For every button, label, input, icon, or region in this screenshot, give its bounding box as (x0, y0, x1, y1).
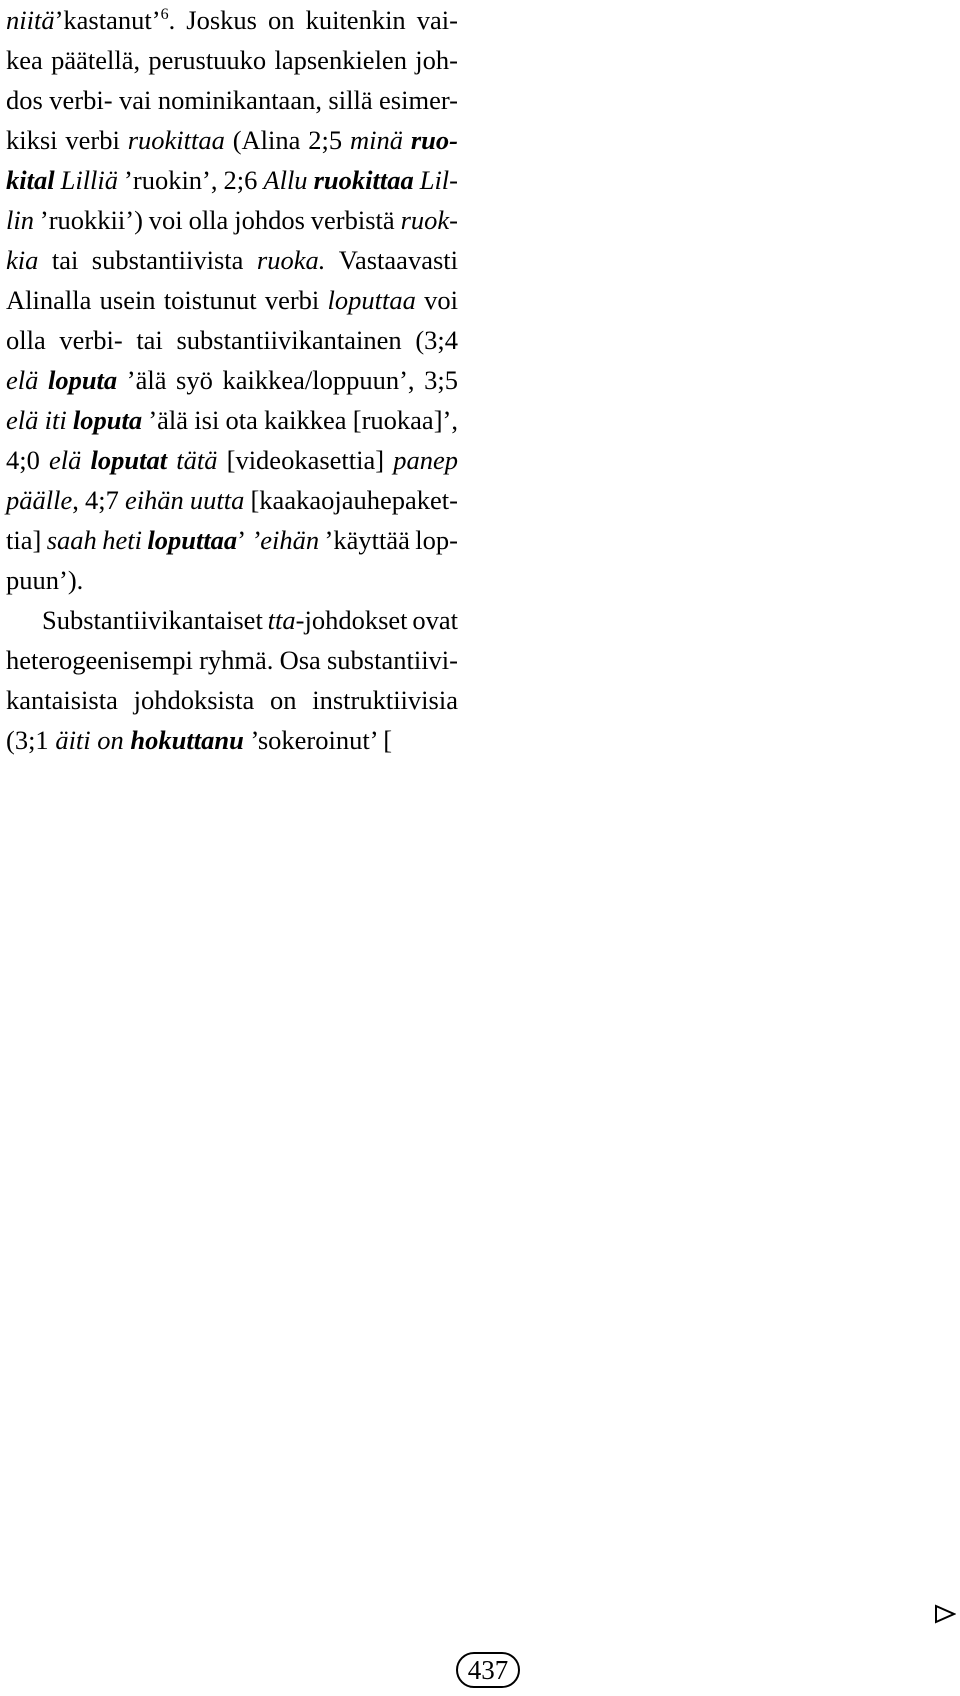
word-group (339, 240, 458, 280)
word-group (420, 160, 458, 200)
text-run: substantiivikantainen (176, 325, 402, 355)
word-group (264, 400, 346, 440)
word-group (350, 120, 403, 160)
word-group (194, 400, 219, 440)
word-group (6, 520, 41, 560)
text-run: Lilliä (60, 165, 119, 195)
word-group (176, 440, 217, 480)
word-group (6, 40, 43, 80)
text-run: kital (6, 165, 55, 195)
text-run: (Alina (232, 125, 301, 155)
word-group (102, 520, 142, 560)
text-line (6, 520, 458, 560)
word-group (251, 520, 319, 560)
text-run: Alinalla (6, 285, 92, 315)
word-group (176, 360, 213, 400)
text-run: voi (148, 205, 183, 235)
word-group (6, 120, 58, 160)
text-run: ’ (237, 525, 247, 555)
text-run (124, 720, 131, 760)
word-group (176, 320, 401, 360)
text-run: ruokittaa (127, 125, 225, 155)
text-run: tätä (176, 445, 218, 475)
text-run: ryhmä. (199, 645, 274, 675)
text-run: lin (6, 205, 34, 235)
text-run: olla (188, 205, 229, 235)
text-run: ruokittaa (313, 165, 414, 195)
word-group (158, 80, 322, 120)
word-group (149, 200, 183, 240)
text-run: puun’). (6, 565, 84, 595)
text-run: saah (46, 525, 97, 555)
text-run: tai (51, 245, 79, 275)
text-run: esimer- (379, 85, 458, 115)
word-group (6, 640, 193, 680)
text-run: olla (6, 325, 46, 355)
word-group (325, 520, 410, 560)
word-group (270, 680, 297, 720)
text-run: ruoka. (256, 245, 326, 275)
text-run: instruktiivisia (312, 685, 458, 715)
word-group (250, 480, 457, 520)
word-group (411, 120, 458, 160)
text-run: 4;0 (6, 445, 40, 475)
text-run: Vastaavasti (338, 245, 458, 275)
text-run: vai (119, 85, 152, 115)
word-group (265, 280, 319, 320)
word-group (412, 600, 458, 640)
word-group (119, 80, 151, 120)
text-line (6, 320, 458, 360)
word-group (49, 80, 112, 120)
word-group (257, 240, 325, 280)
word-group (51, 40, 140, 80)
word-group (226, 400, 258, 440)
text-run: Substantiivikantaiset (42, 605, 263, 635)
text-run: elä (6, 405, 39, 435)
text-run: johdoksista (133, 685, 255, 715)
text-run: kuitenkin (305, 5, 406, 35)
text-run: verbistä (310, 205, 395, 235)
text-run: -johdokset (295, 605, 408, 635)
word-group (234, 200, 305, 240)
text-run: isi (194, 405, 220, 435)
word-group (415, 320, 458, 360)
word-group (353, 400, 458, 440)
text-run: eihän (124, 485, 184, 515)
text-run: ’älä (126, 365, 167, 395)
text-line (6, 0, 458, 40)
word-group (280, 640, 321, 680)
word-group (227, 440, 384, 480)
text-line (6, 440, 458, 480)
word-group (52, 240, 79, 280)
word-group (328, 280, 416, 320)
word-group (6, 440, 40, 480)
word-group (91, 440, 168, 480)
text-run: loputtaa (327, 285, 416, 315)
text-line (6, 360, 458, 400)
word-group (306, 0, 406, 40)
text-run: loputa (47, 365, 118, 395)
text-run: ’sokeroinut’ [ (243, 725, 393, 755)
text-run: . (168, 5, 176, 35)
text-run: on (270, 685, 297, 715)
word-group (415, 520, 458, 560)
word-group (65, 120, 119, 160)
text-run: ovat (412, 605, 458, 635)
text-run: elä (49, 445, 82, 475)
text-run: heti (102, 525, 142, 555)
text-run: tai (136, 325, 163, 355)
text-run: sillä (328, 85, 373, 115)
text-run: hokuttanu (130, 725, 244, 755)
text-run: substantiivista (91, 245, 244, 275)
text-run: Osa (279, 645, 321, 675)
word-group (125, 480, 184, 520)
word-group (147, 520, 246, 560)
text-run: 4;7 (84, 485, 119, 515)
word-group (42, 600, 263, 640)
word-group (263, 160, 307, 200)
text-run: verbi- (49, 85, 113, 115)
word-group (164, 280, 257, 320)
text-line (6, 240, 458, 280)
text-run: ’älä (148, 405, 189, 435)
word-group (6, 320, 46, 360)
word-group (222, 360, 414, 400)
word-group (186, 0, 257, 40)
word-group (6, 280, 91, 320)
text-run: loputat (90, 445, 168, 475)
text-line (6, 120, 458, 160)
text-run: verbi (65, 125, 120, 155)
footnote-marker: 6 (160, 6, 169, 23)
word-group (59, 320, 122, 360)
word-group (6, 200, 34, 240)
word-group (6, 80, 43, 120)
text-run: kea (6, 45, 43, 75)
text-line (6, 280, 458, 320)
word-group (100, 280, 156, 320)
word-group (134, 680, 255, 720)
text-line (6, 80, 458, 120)
text-run: kaikkea/loppuun’, (222, 365, 415, 395)
text-line (6, 200, 458, 240)
word-group (48, 360, 117, 400)
word-group (85, 480, 119, 520)
text-run: johdos (234, 205, 305, 235)
next-page-arrow-icon[interactable] (934, 1604, 956, 1624)
text-run: 2;6 (223, 165, 258, 195)
text-run: iti (44, 405, 67, 435)
word-group (417, 0, 458, 40)
word-group (124, 160, 217, 200)
text-run: loputtaa (147, 525, 238, 555)
text-run: Allu (263, 165, 308, 195)
word-group (47, 520, 97, 560)
text-line (6, 160, 458, 200)
text-line (6, 680, 458, 720)
word-group (424, 280, 458, 320)
word-group (327, 640, 458, 680)
text-run: ’eihän (251, 525, 320, 555)
text-run: (3;1 (6, 725, 56, 755)
text-run: usein (99, 285, 156, 315)
text-run: lop- (415, 525, 458, 555)
word-group (40, 200, 143, 240)
text-line (6, 400, 458, 440)
text-run: ota (225, 405, 258, 435)
text-run: tta (267, 605, 296, 635)
text-run: uutta (189, 485, 245, 515)
text-run: nominikantaan, (157, 85, 322, 115)
text-line (6, 480, 458, 520)
word-group (233, 120, 301, 160)
text-run: tia] (6, 525, 42, 555)
text-line (6, 600, 458, 640)
word-group (73, 400, 142, 440)
body-text (6, 0, 458, 760)
text-line (6, 720, 458, 760)
text-run: Lil- (419, 165, 458, 195)
word-group (379, 80, 458, 120)
text-run: perustuuko (148, 45, 267, 75)
word-group (148, 400, 188, 440)
word-group (6, 0, 175, 40)
word-group (6, 400, 38, 440)
text-run: on (268, 5, 295, 35)
text-run: päälle (6, 485, 73, 515)
text-run: ’ruokkii’) (39, 205, 143, 235)
text-run: niitä (6, 5, 55, 35)
word-group (401, 200, 458, 240)
text-run: voi (424, 285, 458, 315)
text-run: vai- (416, 5, 458, 35)
word-group (148, 40, 266, 80)
text-run: äiti on (55, 725, 124, 755)
text-run: loputa (72, 405, 143, 435)
text-run: toistunut (163, 285, 257, 315)
word-group (45, 400, 67, 440)
word-group (424, 360, 458, 400)
text-run: ’kastanut’ (54, 5, 161, 35)
text-run: [kaakaojauhepaket- (250, 485, 458, 515)
word-group (92, 240, 244, 280)
word-group (224, 160, 258, 200)
text-run: minä (349, 125, 403, 155)
text-run: dos (6, 85, 43, 115)
text-run: syö (176, 365, 213, 395)
word-group (6, 480, 79, 520)
word-group (312, 680, 458, 720)
text-run: substantiivi- (326, 645, 458, 675)
text-run: lapsenkielen (274, 45, 407, 75)
word-group (328, 80, 372, 120)
word-group (268, 0, 295, 40)
word-group (128, 120, 225, 160)
word-group (6, 160, 55, 200)
text-run: elä (6, 365, 39, 395)
text-run: kaikkea (264, 405, 347, 435)
word-group (275, 40, 407, 80)
text-line (6, 640, 458, 680)
word-group (136, 320, 163, 360)
text-run: [ruokaa]’, (352, 405, 458, 435)
text-run: ’käyttää (324, 525, 410, 555)
text-run: [videokasettia] (226, 445, 385, 475)
text-run: ruok- (400, 205, 458, 235)
text-line (6, 40, 458, 80)
text-run: , (72, 485, 79, 515)
word-group (393, 440, 458, 480)
text-run: heterogeenisempi (6, 645, 193, 675)
text-run: 3;5 (424, 365, 458, 395)
text-run: verbi (264, 285, 320, 315)
word-group (415, 40, 458, 80)
text-run: ruo- (410, 125, 458, 155)
word-group (189, 200, 229, 240)
word-group (61, 160, 118, 200)
text-run: ’ruokin’, (124, 165, 218, 195)
text-run: 2;5 (308, 125, 343, 155)
text-run: kiksi (6, 125, 58, 155)
text-run: päätellä, (51, 45, 141, 75)
text-run: (3;4 (415, 325, 458, 355)
word-group (49, 440, 81, 480)
word-group (268, 600, 408, 640)
word-group (308, 120, 342, 160)
word-group (6, 680, 118, 720)
word-group (314, 160, 414, 200)
text-run: kia (6, 245, 39, 275)
page-number: 437 (456, 1652, 520, 1688)
word-group (6, 360, 38, 400)
text-run: panep (393, 445, 458, 475)
word-group (190, 480, 244, 520)
word-group (311, 200, 395, 240)
text-run: kantaisista (6, 685, 118, 715)
word-group (199, 640, 273, 680)
text-run: verbi- (59, 325, 123, 355)
text-line (6, 560, 458, 600)
word-group (6, 240, 38, 280)
word-group (127, 360, 167, 400)
text-run: joh- (415, 45, 458, 75)
text-run: Joskus (186, 5, 257, 35)
